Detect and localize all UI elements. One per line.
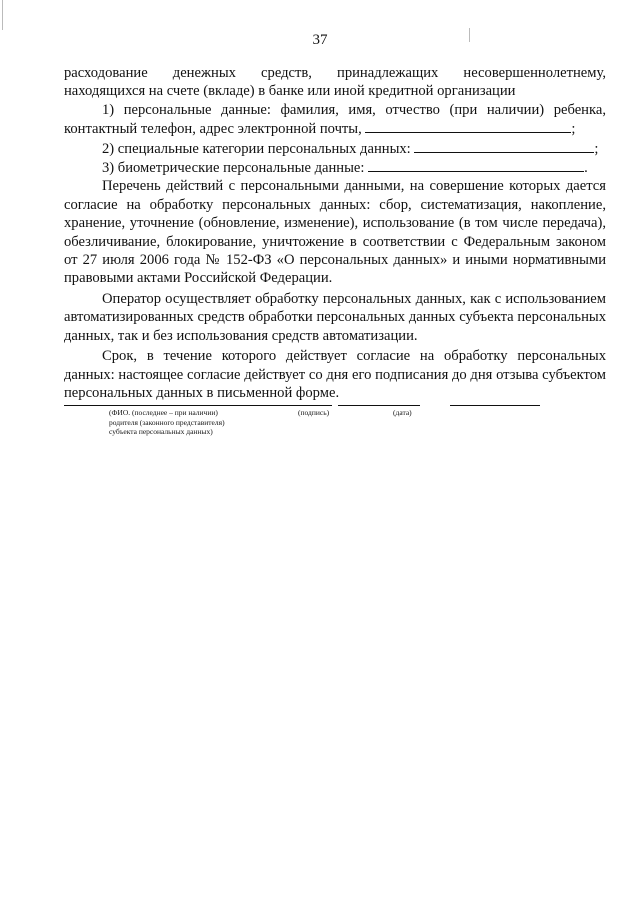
item-2-blank-field	[414, 139, 594, 153]
date-caption: (дата)	[393, 408, 412, 417]
item-2	[64, 139, 606, 158]
paragraph-continuation-line1: расходование денежных средств, принадлежащих несовершеннолетнему,	[64, 65, 606, 81]
signature-caption: (подпись)	[298, 408, 330, 417]
scan-artifact-line	[2, 0, 3, 30]
term-paragraph: Срок, в течение которого действует согласие на обработку персональных данных: настоящее согласие действует со дня его подписания до дня отзыва субъектом персональных данных в письменной форме.	[64, 348, 606, 401]
fio-caption-line3: субъекта персональных данных)	[109, 427, 213, 436]
item-3-suffix: .	[584, 160, 588, 177]
item-1-label: контактный телефон, адрес электронной почты,	[64, 121, 362, 138]
document-body	[64, 64, 606, 402]
date-line	[450, 405, 540, 406]
item-2-suffix: ;	[594, 140, 599, 157]
item-1-line1: 1) персональные данные: фамилия, имя, отчество (при наличии) ребенка,	[102, 101, 606, 118]
fio-caption-line1: (ФИО. (последнее – при наличии)	[109, 408, 218, 417]
item-1-suffix: ;	[571, 121, 576, 138]
signature-line	[338, 405, 420, 406]
operator-paragraph: Оператор осуществляет обработку персональных данных, как с использованием автоматизированных средств обработки персональных данных субъекта персональных данных, так и без использования средств автоматизации.	[64, 290, 606, 344]
fio-caption	[109, 408, 225, 437]
item-3-label: 3) биометрические персональные данные:	[102, 160, 365, 177]
item-2-label: 2) специальные категории персональных данных:	[102, 140, 411, 157]
scan-artifact-line	[469, 28, 470, 42]
paragraph-continuation-line2: находящихся на счете (вкладе) в банке или иной кредитной организации	[64, 83, 516, 100]
item-3-blank-field	[368, 158, 584, 172]
item-3	[64, 158, 606, 177]
fio-caption-line2: родителя (законного представителя)	[109, 417, 225, 427]
fio-signature-line	[64, 405, 332, 406]
item-1-line2	[64, 119, 606, 138]
page-number: 37	[312, 32, 328, 48]
actions-paragraph: Перечень действий с персональными данными, на совершение которых дается согласие на обработку персональных данных: сбор, систематизация, накопление, хранение, уточнение (обновление, изменение), использование (в том числе передача), обезличивание, блокирование, уничтожение в соответствии с Федеральным законом от 27 июля 2006 года № 152-ФЗ «О персональных данных» и иными нормативными правовыми актами Российской Федерации.	[64, 178, 606, 287]
item-1-blank-field	[365, 119, 571, 133]
